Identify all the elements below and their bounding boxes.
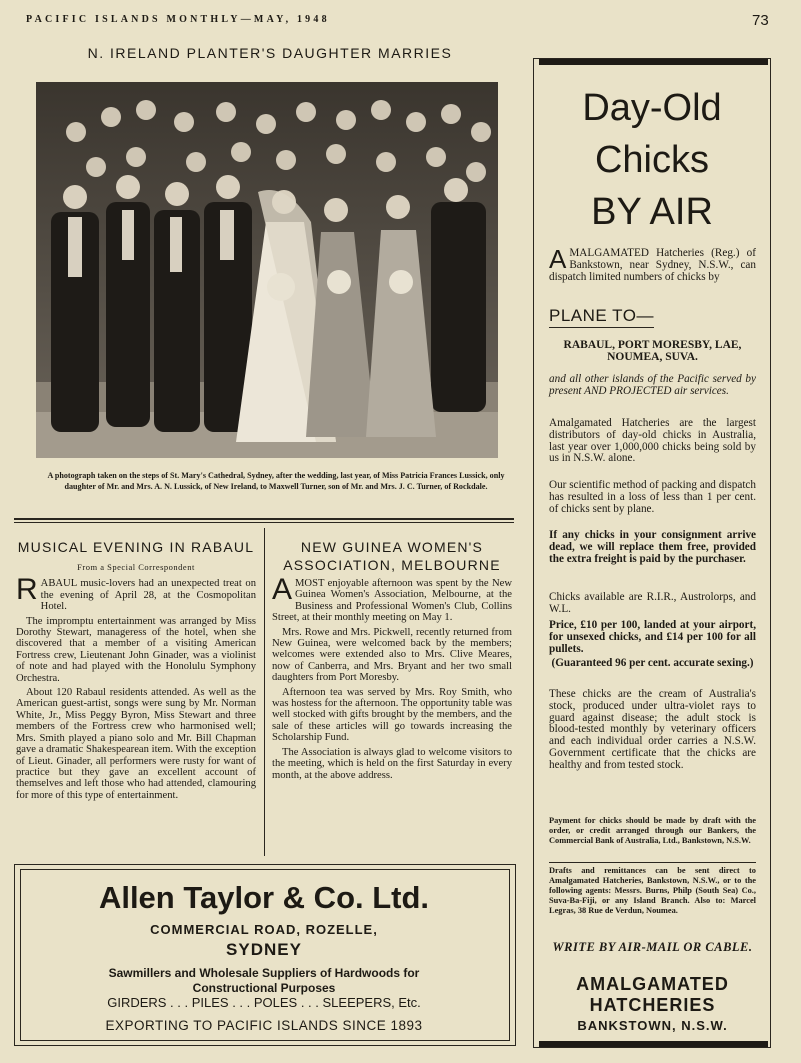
photo-headline: N. IRELAND PLANTER'S DAUGHTER MARRIES bbox=[87, 45, 453, 61]
ad-headline-line: Day-Old bbox=[582, 87, 722, 129]
divider-rule bbox=[14, 522, 514, 523]
ad-paragraph: These chicks are the cream of Australia's stock, produced under ultra-violet rays to guard against disease; the adult stock is blood-tested monthly by veterinary officers and each individual order carries a N.S.W. Government certificate that the chicks are healthy and from tested stock. bbox=[549, 688, 756, 771]
photo-caption: A photograph taken on the steps of St. Mary's Cathedral, Sydney, after the wedding, last year, of Miss Patricia Frances Lussick, only daughter of Mr. and Mrs. A. N. Lussick, of New Ireland, to Maxwell Turner, son of Mr. and Mrs. J. C. Turner, of Rockdale. bbox=[47, 471, 505, 491]
ad-location: BANKSTOWN, N.S.W. bbox=[577, 1018, 728, 1033]
allen-address: COMMERCIAL ROAD, ROZELLE, bbox=[150, 922, 378, 937]
article-headline: NEW GUINEA WOMEN'S ASSOCIATION, MELBOURNE bbox=[283, 539, 501, 573]
ad-divider bbox=[549, 862, 756, 863]
article-paragraph: The Association is always glad to welcome visitors to the meeting, which is held on the first Saturday in every month, at the above address. bbox=[272, 746, 512, 781]
ad-sexing: (Guaranteed 96 per cent. accurate sexing.) bbox=[551, 657, 754, 669]
divider-rule bbox=[14, 518, 514, 520]
allen-description: Sawmillers and Wholesale Suppliers of Hardwoods for bbox=[108, 966, 420, 980]
allen-company-name: Allen Taylor & Co. Ltd. bbox=[98, 880, 430, 915]
drop-cap: A bbox=[272, 573, 293, 606]
allen-description: Constructional Purposes bbox=[192, 981, 336, 995]
ad-write-by-airmail: WRITE BY AIR-MAIL OR CABLE. bbox=[552, 940, 753, 954]
ad-headline-line: BY AIR bbox=[591, 191, 713, 233]
column-divider bbox=[264, 528, 265, 856]
ad-paragraph: Our scientific method of packing and dispatch has resulted in a loss of less than 1 per cent. of chicks sent by plane. bbox=[549, 479, 756, 515]
ad-destinations: RABAUL, PORT MORESBY, LAE, NOUMEA, SUVA. bbox=[563, 339, 742, 363]
article-paragraph: Afternoon tea was served by Mrs. Roy Smith, who was hostess for the afternoon. The opportunity table was well stocked with gifts brought by the members, and the sale of these articles will go towards increasing the Scholarship Fund. bbox=[272, 686, 512, 744]
ad-intro-text: MALGAMATED Hatcheries (Reg.) of Bankstown, near Sydney, N.S.W., can dispatch limited numbers of chicks by bbox=[549, 247, 756, 283]
drop-cap: A bbox=[549, 244, 567, 274]
ad-intro bbox=[549, 244, 756, 283]
ad-headline bbox=[540, 82, 764, 238]
wedding-photograph bbox=[36, 82, 498, 458]
allen-city: SYDNEY bbox=[226, 940, 302, 959]
article-headline: MUSICAL EVENING IN RABAUL bbox=[17, 539, 255, 555]
ad-price: Price, £10 per 100, landed at your airport, for unsexed chicks, and £14 per 100 for all pullets. bbox=[549, 619, 756, 655]
ad-guarantee: If any chicks in your consignment arrive dead, we will replace them free, provided the extra freight is paid by the purchaser. bbox=[549, 529, 756, 565]
ad-paragraph: Amalgamated Hatcheries are the largest distributors of day-old chicks in Australia, last year over 1,000,000 chicks being sold by us in N.S.W. alone. bbox=[549, 417, 756, 465]
allen-export-line: EXPORTING TO PACIFIC ISLANDS SINCE 1893 bbox=[105, 1018, 423, 1033]
article-paragraph: Mrs. Rowe and Mrs. Pickwell, recently returned from New Guinea, were welcomed back by the members; welcomes were extended also to Mrs. Clive Meares, now of Canberra, and Mrs. Bryant and her two small daughters from Port Moresby. bbox=[272, 626, 512, 684]
article-womens-association bbox=[272, 538, 512, 784]
ad-plane-to: PLANE TO— bbox=[549, 306, 654, 328]
running-header: PACIFIC ISLANDS MONTHLY—MAY, 1948 bbox=[26, 14, 330, 25]
ad-bottom-bar bbox=[539, 1041, 768, 1047]
article-paragraph: The impromptu entertainment was arranged by Miss Dorothy Stewart, manageress of the hotel, when she discovered that a member of a visiting American Fortress crew, Lieutenant John Ginader, was a violinist of note and had played with the Honolulu Symphony Orchestra. bbox=[16, 615, 256, 684]
ad-islands: and all other islands of the Pacific served by present AND PROJECTED air services. bbox=[549, 373, 756, 397]
ad-breeds: Chicks available are R.I.R., Austrolorps, and W.L. bbox=[549, 591, 756, 615]
ad-payment: Payment for chicks should be made by draft with the order, or credit arranged through our Bankers, the Commercial Bank of Australia, Ltd., Bankstown, N.S.W. bbox=[549, 816, 756, 845]
ad-headline-line: Chicks bbox=[594, 139, 710, 181]
article-musical-evening bbox=[16, 538, 256, 804]
article-paragraph: About 120 Rabaul residents attended. As well as the American guest-artist, songs were sung by Mr. Norman White, Jr., Miss Peggy Byron, Miss Stewart and three members of the Fortress crew who harmonised well; Mrs. Smith played a piano solo and Mr. Bill Chapman gave a dramatic Shakespearean item. With the exception of Lieut. Ginader, all performers were rusty for want of practice but they gave an excellent account of themselves and left those who had attended, clamouring for more of this type of entertainment. bbox=[16, 687, 256, 801]
article-byline: From a Special Correspondent bbox=[77, 562, 195, 572]
article-paragraph: MOST enjoyable afternoon was spent by the New Guinea Women's Association, Melbourne, at the Business and Professional Women's Club, Collins Street, at their monthly meeting on May 1. bbox=[272, 578, 512, 624]
ad-company-name: AMALGAMATED HATCHERIES bbox=[576, 974, 729, 1015]
allen-products: GIRDERS . . . PILES . . . POLES . . . SLEEPERS, Etc. bbox=[107, 995, 421, 1010]
ad-drafts: Drafts and remittances can be sent direct to Amalgamated Hatcheries, Bankstown, N.S.W., or to the following agents: Messrs. Burns, Philp (South Sea) Co., Suva-Ba-Fiji, or any Island Branch. Also to: Marcel Legras, 38 Rue de Verdun, Noumea. bbox=[549, 866, 756, 915]
ad-top-bar bbox=[539, 59, 768, 65]
page-number: 73 bbox=[752, 12, 769, 29]
drop-cap: R bbox=[16, 573, 38, 607]
article-paragraph: ABAUL music-lovers had an unexpected treat on the evening of April 28, at the Cosmopolitan Hotel. bbox=[40, 578, 256, 613]
